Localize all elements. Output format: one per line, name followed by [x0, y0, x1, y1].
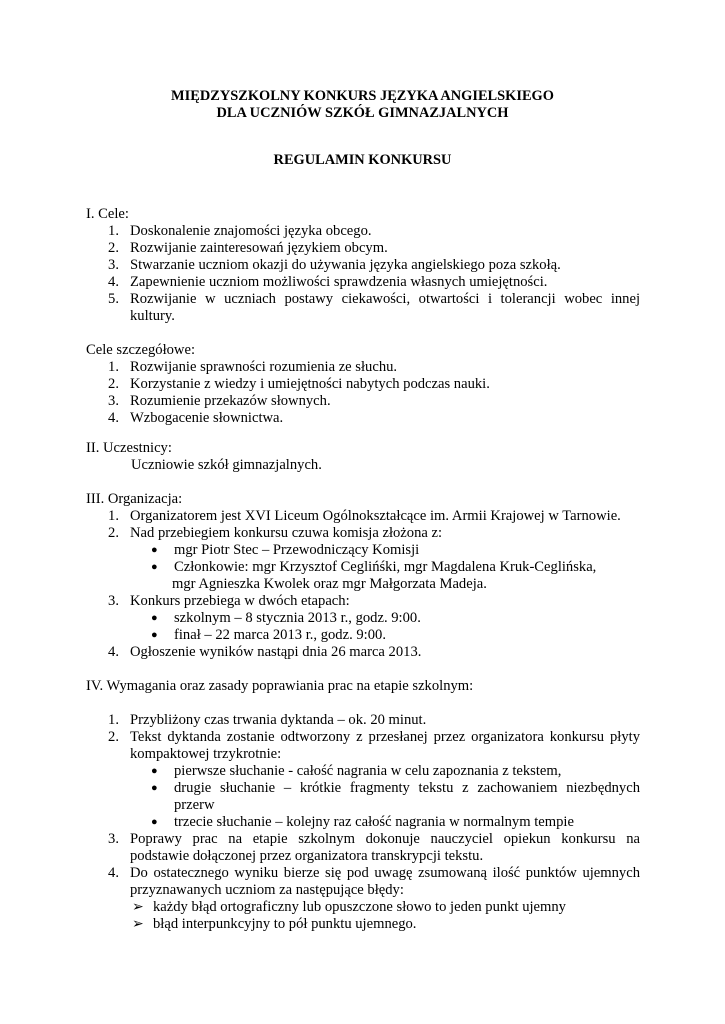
bullet-icon: ● [151, 544, 158, 556]
item-text: Organizatorem jest XVI Liceum Ogólnokształcące im. Armii Krajowej w Tarnowie. [130, 508, 621, 524]
bullet-text: finał – 22 marca 2013 r., godz. 9:00. [174, 627, 386, 643]
item-text: Poprawy prac na etapie szkolnym dokonuje nauczyciel opiekun konkursu na [130, 831, 640, 847]
item-text: Tekst dyktanda zostanie odtworzony z przesłanej przez organizatora konkursu płyty [130, 729, 640, 745]
title-line-1: MIĘDZYSZKOLNY KONKURS JĘZYKA ANGIELSKIEGO [171, 88, 554, 104]
bullet-text: Członkowie: mgr Krzysztof Ceglińśki, mgr Magdalena Kruk-Ceglińska, [174, 559, 597, 575]
bullet-text: drugie słuchanie – krótkie fragmenty tekstu z zachowaniem niezbędnych [174, 780, 640, 796]
item-number: 5. [108, 291, 119, 307]
item-number: 4. [108, 644, 119, 660]
item-number: 1. [108, 508, 119, 524]
bullet-text: mgr Piotr Stec – Przewodniczący Komisji [174, 542, 420, 558]
item-text: Wzbogacenie słownictwa. [130, 410, 284, 426]
item-text: Rozwijanie sprawności rozumienia ze słuchu. [130, 359, 398, 375]
item-number: 2. [108, 376, 119, 392]
item-number: 4. [108, 410, 119, 426]
section-4-heading: IV. Wymagania oraz zasady poprawiania prac na etapie szkolnym: [86, 678, 474, 694]
bullet-icon: ● [151, 816, 158, 828]
item-text-continued: podstawie dołączonej przez organizatora transkrypcji tekstu. [130, 848, 484, 864]
item-number: 4. [108, 274, 119, 290]
section-3-heading: III. Organizacja: [86, 491, 183, 507]
item-text: Rozumienie przekazów słownych. [130, 393, 331, 409]
bullet-icon: ● [151, 782, 158, 794]
item-text: Konkurs przebiega w dwóch etapach: [130, 593, 350, 609]
bullet-text: trzecie słuchanie – kolejny raz całość nagrania w normalnym tempie [174, 814, 574, 830]
section-2-text: Uczniowie szkół gimnazjalnych. [131, 457, 322, 473]
item-number: 2. [108, 240, 119, 256]
item-text: Ogłoszenie wyników nastąpi dnia 26 marca 2013. [130, 644, 422, 660]
arrow-bullet-icon: ➢ [132, 917, 144, 932]
item-text: Nad przebiegiem konkursu czuwa komisja złożona z: [130, 525, 443, 541]
item-number: 2. [108, 729, 119, 745]
item-text-continued: kultury. [130, 308, 175, 324]
item-text: Korzystanie z wiedzy i umiejętności nabytych podczas nauki. [130, 376, 490, 392]
item-number: 3. [108, 593, 119, 609]
item-number: 4. [108, 865, 119, 881]
item-text: Doskonalenie znajomości języka obcego. [130, 223, 372, 239]
arrow-text: każdy błąd ortograficzny lub opuszczone słowo to jeden punkt ujemny [153, 899, 566, 915]
arrow-bullet-icon: ➢ [132, 900, 144, 915]
item-text: Rozwijanie zainteresowań językiem obcym. [130, 240, 388, 256]
item-text: Do ostatecznego wyniku bierze się pod uwagę zsumowaną ilość punktów ujemnych [130, 865, 640, 881]
bullet-icon: ● [151, 561, 158, 573]
section-1b-heading: Cele szczegółowe: [86, 342, 195, 358]
item-number: 3. [108, 393, 119, 409]
item-number: 2. [108, 525, 119, 541]
bullet-icon: ● [151, 629, 158, 641]
section-1-heading: I. Cele: [86, 206, 129, 222]
bullet-text: pierwsze słuchanie - całość nagrania w celu zapoznania z tekstem, [174, 763, 562, 779]
bullet-text-continued: mgr Agnieszka Kwolek oraz mgr Małgorzata Madeja. [172, 576, 487, 592]
item-number: 3. [108, 257, 119, 273]
item-text: Przybliżony czas trwania dyktanda – ok. 20 minut. [130, 712, 427, 728]
item-text-continued: przyznawanych uczniom za następujące błędy: [130, 882, 404, 898]
arrow-text: błąd interpunkcyjny to pół punktu ujemnego. [153, 916, 417, 932]
item-text-continued: kompaktowej trzykrotnie: [130, 746, 282, 762]
item-text: Stwarzanie uczniom okazji do używania języka angielskiego poza szkołą. [130, 257, 561, 273]
bullet-text: szkolnym – 8 stycznia 2013 r., godz. 9:00. [174, 610, 421, 626]
bullet-text-continued: przerw [174, 797, 215, 813]
item-number: 1. [108, 712, 119, 728]
section-2-heading: II. Uczestnicy: [86, 440, 172, 456]
item-text: Zapewnienie uczniom możliwości sprawdzenia własnych umiejętności. [130, 274, 548, 290]
bullet-icon: ● [151, 612, 158, 624]
item-text: Rozwijanie w uczniach postawy ciekawości, otwartości i tolerancji wobec innej [130, 291, 640, 307]
title-line-3: REGULAMIN KONKURSU [273, 152, 452, 168]
item-number: 1. [108, 359, 119, 375]
item-number: 1. [108, 223, 119, 239]
title-line-2: DLA UCZNIÓW SZKÓŁ GIMNAZJALNYCH [216, 105, 509, 121]
item-number: 3. [108, 831, 119, 847]
bullet-icon: ● [151, 765, 158, 777]
